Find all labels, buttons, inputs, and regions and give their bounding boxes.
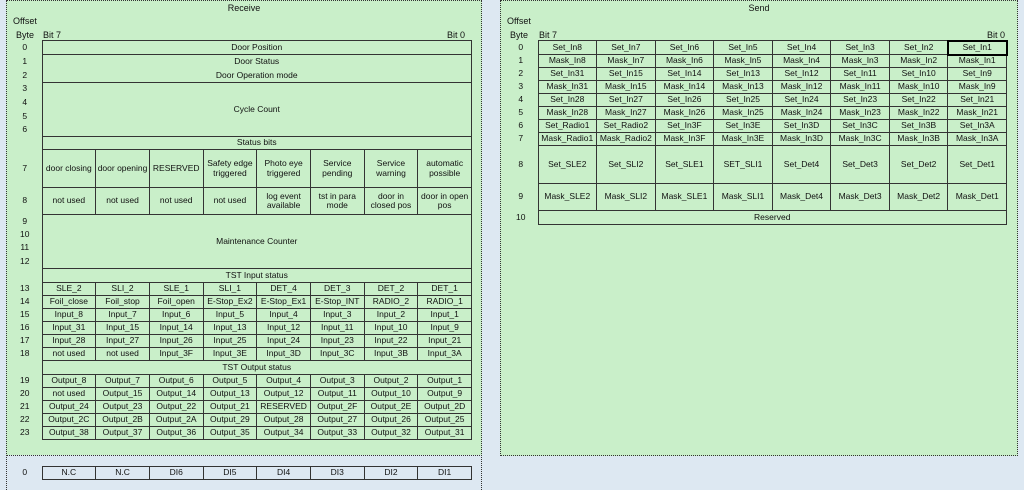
cell: Set_In15 (597, 68, 656, 81)
cell: not used (203, 188, 257, 215)
offset-18: 18 (20, 348, 30, 359)
cell: Output_10 (364, 388, 418, 401)
cell: DI6 (149, 467, 203, 480)
cell: Mask_In13 (714, 81, 773, 94)
cell: Output_33 (310, 427, 364, 440)
cell: Foil_open (149, 296, 203, 309)
cell: Mask_In3C (831, 133, 890, 146)
offset-6: 6 (518, 120, 524, 131)
cell: DI3 (310, 467, 364, 480)
cell: Input_22 (364, 335, 418, 348)
offset-20: 20 (20, 388, 30, 399)
cell: Output_25 (418, 414, 472, 427)
send-table (504, 40, 1007, 225)
offset-17: 17 (20, 335, 30, 346)
cell: Input_31 (42, 322, 96, 335)
offset-10: 10 (516, 211, 526, 222)
cell: Mask_Radio1 (538, 133, 597, 146)
door-position: Door Position (42, 41, 472, 55)
cell: door in closed pos (364, 188, 418, 215)
cell: Mask_In21 (948, 107, 1007, 120)
cell: Output_8 (42, 375, 96, 388)
offset-7: 7 (518, 133, 524, 144)
cell: Input_26 (149, 335, 203, 348)
cell: Mask_In15 (597, 81, 656, 94)
cell: not used (42, 348, 96, 361)
cell: Output_6 (149, 375, 203, 388)
tst-input-status-header: TST Input status (42, 269, 472, 283)
cell: Mask_SLI2 (597, 184, 656, 211)
cell: DET_1 (418, 283, 472, 296)
cell: Input_3D (257, 348, 311, 361)
cell: Mask_In3E (714, 133, 773, 146)
cell: Output_2A (149, 414, 203, 427)
cell: Set_In12 (772, 68, 831, 81)
cell: Set_In6 (655, 41, 714, 55)
digital-input-table (8, 466, 472, 480)
cell: SET_SLI1 (714, 146, 773, 184)
cell: Mask_In22 (889, 107, 948, 120)
di-offset: 0 (22, 467, 28, 478)
cell: Set_SLI2 (597, 146, 656, 184)
cell: Output_4 (257, 375, 311, 388)
cell: RADIO_2 (364, 296, 418, 309)
cell: tst in para mode (310, 188, 364, 215)
cell: RADIO_1 (418, 296, 472, 309)
cell: Input_5 (203, 309, 257, 322)
cell: Mask_In11 (831, 81, 890, 94)
offset-22: 22 (20, 414, 30, 425)
cell: Output_9 (418, 388, 472, 401)
cell: Input_23 (310, 335, 364, 348)
cell: Input_8 (42, 309, 96, 322)
offset-6: 6 (22, 124, 28, 135)
reserved-row: Reserved (538, 211, 1007, 225)
cell: Output_36 (149, 427, 203, 440)
cell: Input_4 (257, 309, 311, 322)
offset-11: 11 (20, 242, 30, 253)
cell: Mask_In12 (772, 81, 831, 94)
offset-1: 1 (22, 55, 28, 66)
offset-9: 9 (22, 215, 28, 226)
cell: E-Stop_Ex1 (257, 296, 311, 309)
maintenance-counter: Maintenance Counter (42, 215, 472, 269)
cell: Mask_In2 (889, 55, 948, 68)
cell: DI5 (203, 467, 257, 480)
cell: Output_35 (203, 427, 257, 440)
cell: Set_In3F (655, 120, 714, 133)
cell: Set_In26 (655, 94, 714, 107)
receive-panel (6, 0, 482, 456)
cell: Set_In3E (714, 120, 773, 133)
cell: Output_3 (310, 375, 364, 388)
cell: Output_27 (310, 414, 364, 427)
offset-15: 15 (20, 309, 30, 320)
door-status: Door Status (42, 55, 472, 69)
cell: Set_In14 (655, 68, 714, 81)
cell: Mask_SLE1 (655, 184, 714, 211)
cell: Input_13 (203, 322, 257, 335)
cell: Set_In4 (772, 41, 831, 55)
cell: Set_In3D (772, 120, 831, 133)
cell: Mask_In28 (538, 107, 597, 120)
offset-14: 14 (20, 296, 30, 307)
cell: Set_In13 (714, 68, 773, 81)
cell: Set_In22 (889, 94, 948, 107)
cell: Foil_close (42, 296, 96, 309)
cell: Mask_In3F (655, 133, 714, 146)
receive-title: Receive (227, 3, 261, 13)
cell: Mask_In23 (831, 107, 890, 120)
cell: Service warning (364, 150, 418, 188)
cell: Set_In27 (597, 94, 656, 107)
cell: Input_28 (42, 335, 96, 348)
tst-output-status-header: TST Output status (42, 361, 472, 375)
cell: Mask_In1 (948, 55, 1007, 68)
offset-19: 19 (20, 375, 30, 386)
cell: Output_26 (364, 414, 418, 427)
cell: Set_Radio2 (597, 120, 656, 133)
cell: Output_7 (96, 375, 150, 388)
send-title: Send (748, 3, 770, 13)
offset-0: 0 (22, 41, 28, 52)
send-byte-label: Byte (510, 30, 529, 40)
cell: Mask_In7 (597, 55, 656, 68)
cell: Set_In3 (831, 41, 890, 55)
cell: SLI_1 (203, 283, 257, 296)
cell: SLE_1 (149, 283, 203, 296)
send-panel (500, 0, 1018, 456)
offset-0: 0 (518, 41, 524, 52)
cell: DI4 (257, 467, 311, 480)
cell: Output_34 (257, 427, 311, 440)
cell: Set_Det3 (831, 146, 890, 184)
cell: Mask_In3 (831, 55, 890, 68)
cell: Mask_In26 (655, 107, 714, 120)
cell: Input_12 (257, 322, 311, 335)
cell: Input_3B (364, 348, 418, 361)
offset-12: 12 (20, 255, 30, 266)
cell: Mask_In24 (772, 107, 831, 120)
status-bits-header: Status bits (42, 137, 472, 150)
cell: Output_23 (96, 401, 150, 414)
cell: Input_27 (96, 335, 150, 348)
cell: Input_6 (149, 309, 203, 322)
cell: Input_14 (149, 322, 203, 335)
offset-16: 16 (20, 322, 30, 333)
offset-4: 4 (22, 96, 28, 107)
cell: not used (149, 188, 203, 215)
offset-5: 5 (22, 110, 28, 121)
cell: Output_24 (42, 401, 96, 414)
cell: Mask_SLE2 (538, 184, 597, 211)
send-offset-label: Offset (507, 16, 531, 26)
cell: Set_In21 (948, 94, 1007, 107)
cell: Input_3F (149, 348, 203, 361)
cell: Set_In5 (714, 41, 773, 55)
cell: N.C (96, 467, 150, 480)
cell: Set_In3A (948, 120, 1007, 133)
cell: Output_2E (364, 401, 418, 414)
cell: RESERVED (149, 150, 203, 188)
cell: Set_In3C (831, 120, 890, 133)
offset-2: 2 (22, 69, 28, 80)
cell: Set_In3B (889, 120, 948, 133)
offset-23: 23 (20, 427, 30, 438)
cell: Mask_In9 (948, 81, 1007, 94)
cell: Input_7 (96, 309, 150, 322)
offset-8: 8 (518, 158, 524, 169)
cell: SLE_2 (42, 283, 96, 296)
offset-8: 8 (22, 195, 28, 206)
cell: Mask_Det1 (948, 184, 1007, 211)
cell: E-Stop_INT (310, 296, 364, 309)
cell: SLI_2 (96, 283, 150, 296)
cell: not used (96, 348, 150, 361)
receive-byte-label: Byte (16, 30, 35, 40)
cell: Input_3E (203, 348, 257, 361)
cell: Photo eye triggered (257, 150, 311, 188)
cell: Foil_stop (96, 296, 150, 309)
cycle-count: Cycle Count (42, 83, 472, 137)
cell: Mask_In10 (889, 81, 948, 94)
cell: Input_3C (310, 348, 364, 361)
door-operation-mode: Door Operation mode (42, 69, 472, 83)
offset-3: 3 (518, 81, 524, 92)
cell: Set_SLE1 (655, 146, 714, 184)
cell: Set_In11 (831, 68, 890, 81)
digital-input-panel (6, 455, 482, 490)
cell: Input_1 (418, 309, 472, 322)
cell: Set_In8 (538, 41, 597, 55)
offset-9: 9 (518, 191, 524, 202)
cell: Output_31 (418, 427, 472, 440)
cell: Input_10 (364, 322, 418, 335)
cell: Output_2C (42, 414, 96, 427)
cell: door closing (42, 150, 96, 188)
cell: Output_15 (96, 388, 150, 401)
cell: Mask_In27 (597, 107, 656, 120)
cell: Output_37 (96, 427, 150, 440)
cell: Output_28 (257, 414, 311, 427)
cell: DET_3 (310, 283, 364, 296)
cell: Mask_In5 (714, 55, 773, 68)
cell: Set_Det4 (772, 146, 831, 184)
cell: Input_3 (310, 309, 364, 322)
offset-2: 2 (518, 68, 524, 79)
cell: Mask_Det4 (772, 184, 831, 211)
cell: Mask_Det2 (889, 184, 948, 211)
cell: Set_In24 (772, 94, 831, 107)
cell: log event available (257, 188, 311, 215)
cell: Mask_In4 (772, 55, 831, 68)
offset-4: 4 (518, 94, 524, 105)
cell: Output_12 (257, 388, 311, 401)
cell: Mask_Det3 (831, 184, 890, 211)
receive-bit0-label: Bit 0 (447, 30, 466, 40)
cell: Output_32 (364, 427, 418, 440)
cell: Mask_Radio2 (597, 133, 656, 146)
cell: Mask_In8 (538, 55, 597, 68)
cell: Set_Det2 (889, 146, 948, 184)
cell: Input_15 (96, 322, 150, 335)
cell: Set_Radio1 (538, 120, 597, 133)
cell: Service pending (310, 150, 364, 188)
cell: N.C (42, 467, 96, 480)
offset-1: 1 (518, 55, 524, 66)
cell: DI2 (364, 467, 418, 480)
cell: Input_3A (418, 348, 472, 361)
cell: Input_9 (418, 322, 472, 335)
cell: Set_In10 (889, 68, 948, 81)
cell: Input_25 (203, 335, 257, 348)
offset-3: 3 (22, 83, 28, 94)
cell: RESERVED (257, 401, 311, 414)
offset-21: 21 (20, 401, 30, 412)
cell: Output_2F (310, 401, 364, 414)
offset-5: 5 (518, 107, 524, 118)
receive-bit7-label: Bit 7 (43, 30, 62, 40)
cell: Output_5 (203, 375, 257, 388)
cell: Mask_SLI1 (714, 184, 773, 211)
cell: door opening (96, 150, 150, 188)
cell: E-Stop_Ex2 (203, 296, 257, 309)
cell: Mask_In14 (655, 81, 714, 94)
cell: DI1 (418, 467, 472, 480)
cell: Set_In7 (597, 41, 656, 55)
cell: Set_Det1 (948, 146, 1007, 184)
receive-table (8, 40, 472, 440)
cell: Output_1 (418, 375, 472, 388)
cell: Set_In31 (538, 68, 597, 81)
cell: Output_2B (96, 414, 150, 427)
cell: Output_21 (203, 401, 257, 414)
cell: Output_2D (418, 401, 472, 414)
cell: automatic possible (418, 150, 472, 188)
cell: Safety edge triggered (203, 150, 257, 188)
cell: door in open pos (418, 188, 472, 215)
cell: Set_In25 (714, 94, 773, 107)
cell: Input_2 (364, 309, 418, 322)
cell: Mask_In3B (889, 133, 948, 146)
cell: Mask_In3D (772, 133, 831, 146)
cell: Output_2 (364, 375, 418, 388)
cell: Output_11 (310, 388, 364, 401)
cell: Set_In2 (889, 41, 948, 55)
cell: Set_SLE2 (538, 146, 597, 184)
cell: Input_11 (310, 322, 364, 335)
receive-offset-label: Offset (13, 16, 37, 26)
cell: DET_4 (257, 283, 311, 296)
cell: Input_21 (418, 335, 472, 348)
offset-10: 10 (20, 229, 30, 240)
send-bit0-label: Bit 0 (987, 30, 1006, 40)
cell: Mask_In31 (538, 81, 597, 94)
cell: not used (96, 188, 150, 215)
cell: not used (42, 188, 96, 215)
cell: DET_2 (364, 283, 418, 296)
cell: Set_In23 (831, 94, 890, 107)
offset-13: 13 (20, 283, 30, 294)
cell: Mask_In6 (655, 55, 714, 68)
cell: not used (42, 388, 96, 401)
cell: Set_In9 (948, 68, 1007, 81)
cell: Set_In28 (538, 94, 597, 107)
selected-cell[interactable]: Set_In1 (948, 41, 1007, 55)
offset-7: 7 (22, 162, 28, 173)
cell: Output_38 (42, 427, 96, 440)
cell: Output_13 (203, 388, 257, 401)
send-bit7-label: Bit 7 (539, 30, 558, 40)
cell: Output_22 (149, 401, 203, 414)
cell: Mask_In3A (948, 133, 1007, 146)
cell: Output_14 (149, 388, 203, 401)
cell: Output_29 (203, 414, 257, 427)
cell: Mask_In25 (714, 107, 773, 120)
cell: Input_24 (257, 335, 311, 348)
